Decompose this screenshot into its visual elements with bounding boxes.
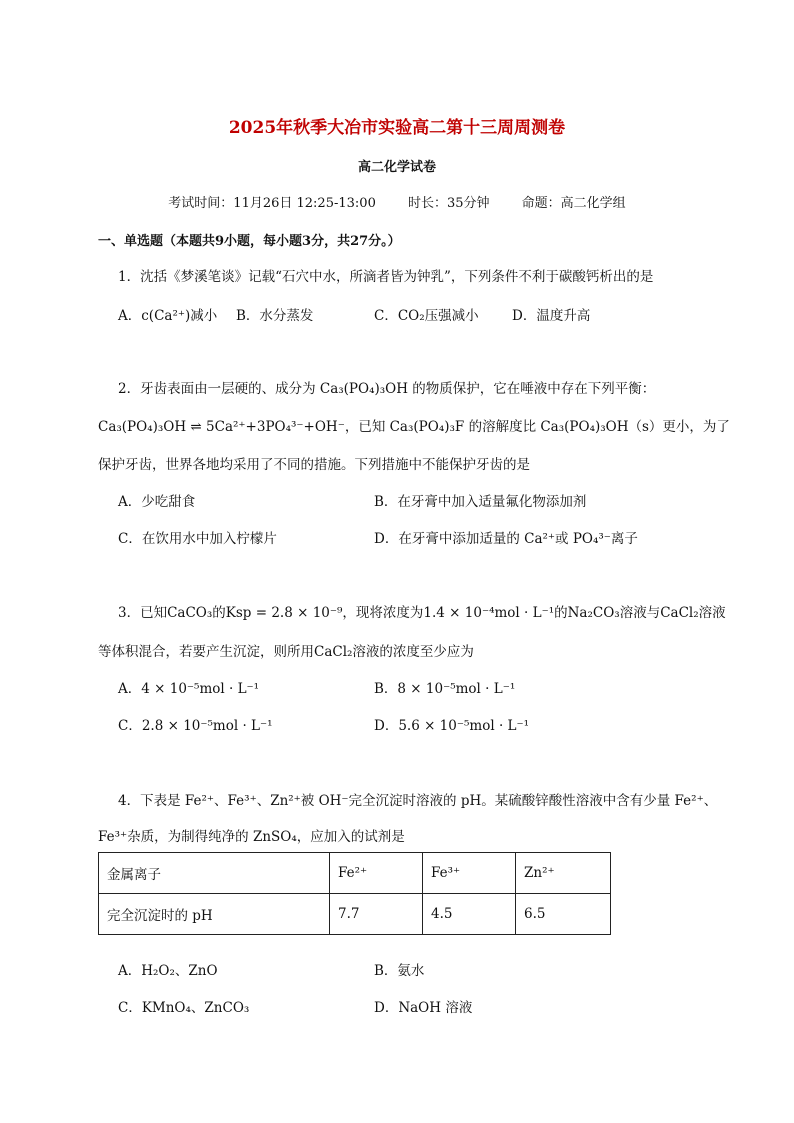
q1-option-d: D．温度升高	[512, 308, 591, 324]
q2-option-b: B．在牙膏中加入适量氟化物添加剂	[374, 494, 587, 510]
table-header-cell: 金属离子	[99, 853, 330, 894]
table-header-cell: Fe²⁺	[330, 853, 423, 894]
q1-option-b: B．水分蒸发	[236, 308, 314, 324]
q3-option-c: C．2.8 × 10⁻⁵mol · L⁻¹	[118, 718, 273, 734]
table-header-row	[99, 853, 611, 894]
q1-option-c: C．CO₂压强减小	[374, 308, 479, 324]
q3-option-b: B．8 × 10⁻⁵mol · L⁻¹	[374, 681, 516, 697]
q1-option-a: A．c(Ca²⁺)减小	[118, 308, 218, 324]
q3-line-1: 3．已知CaCO₃的Ksp = 2.8 × 10⁻⁹，现将浓度为1.4 × 10⁻⁴mol · L⁻¹的Na₂CO₃溶液与CaCl₂溶液	[118, 605, 726, 621]
q3-option-d: D．5.6 × 10⁻⁵mol · L⁻¹	[374, 718, 530, 734]
table-header-cell: Fe³⁺	[423, 853, 516, 894]
q2-line-1: 2．牙齿表面由一层硬的、成分为 Ca₃(PO₄)₃OH 的物质保护，它在唾液中存在下列平衡：	[118, 381, 656, 397]
table-row	[99, 894, 611, 935]
table-cell: 4.5	[423, 894, 516, 935]
exam-duration: 时长：35分钟	[407, 196, 490, 211]
q4-option-c: C．KMnO₄、ZnCO₃	[118, 1000, 250, 1016]
q2-option-a: A．少吃甜食	[118, 494, 196, 510]
exam-meta	[0, 192, 794, 211]
table-header-cell: Zn²⁺	[516, 853, 611, 894]
exam-time: 考试时间：11月26日 12:25-13:00	[168, 196, 376, 211]
q3-option-a: A．4 × 10⁻⁵mol · L⁻¹	[118, 681, 260, 697]
q4-option-b: B．氨水	[374, 963, 425, 979]
q2-line-3: 保护牙齿，世界各地均采用了不同的措施。下列措施中不能保护牙齿的是	[98, 457, 530, 473]
section-heading: 一、单选题（本题共9小题，每小题3分，共27分。）	[98, 234, 401, 249]
q2-option-c: C．在饮用水中加入柠檬片	[118, 531, 277, 547]
q3-line-2: 等体积混合，若要产生沉淀，则所用CaCl₂溶液的浓度至少应为	[98, 644, 474, 660]
page-title: 2025年秋季大冶市实验高二第十三周周测卷	[228, 118, 566, 138]
table-cell: 7.7	[330, 894, 423, 935]
table-cell: 完全沉淀时的 pH	[99, 894, 330, 935]
exam-author: 命题：高二化学组	[521, 196, 626, 211]
table-cell: 6.5	[516, 894, 611, 935]
q1-stem: 1．沈括《梦溪笔谈》记载“石穴中水，所滴者皆为钟乳”，下列条件不利于碳酸钙析出的是	[118, 269, 654, 285]
ph-table	[98, 852, 611, 935]
q4-line-2: Fe³⁺杂质，为制得纯净的 ZnSO₄，应加入的试剂是	[98, 829, 405, 845]
q4-option-d: D．NaOH 溶液	[374, 1000, 473, 1016]
q4-line-1: 4．下表是 Fe²⁺、Fe³⁺、Zn²⁺被 OH⁻完全沉淀时溶液的 pH。某硫酸锌酸性溶液中含有少量 Fe²⁺、	[118, 793, 718, 809]
q2-line-2: Ca₃(PO₄)₃OH ⇌ 5Ca²⁺+3PO₄³⁻+OH⁻，已知 Ca₃(PO₄)₃F 的溶解度比 Ca₃(PO₄)₃OH（s）更小，为了	[98, 419, 730, 435]
exam-subtitle: 高二化学试卷	[357, 160, 436, 175]
q4-option-a: A．H₂O₂、ZnO	[118, 963, 218, 979]
q2-option-d: D．在牙膏中添加适量的 Ca²⁺或 PO₄³⁻离子	[374, 531, 638, 547]
